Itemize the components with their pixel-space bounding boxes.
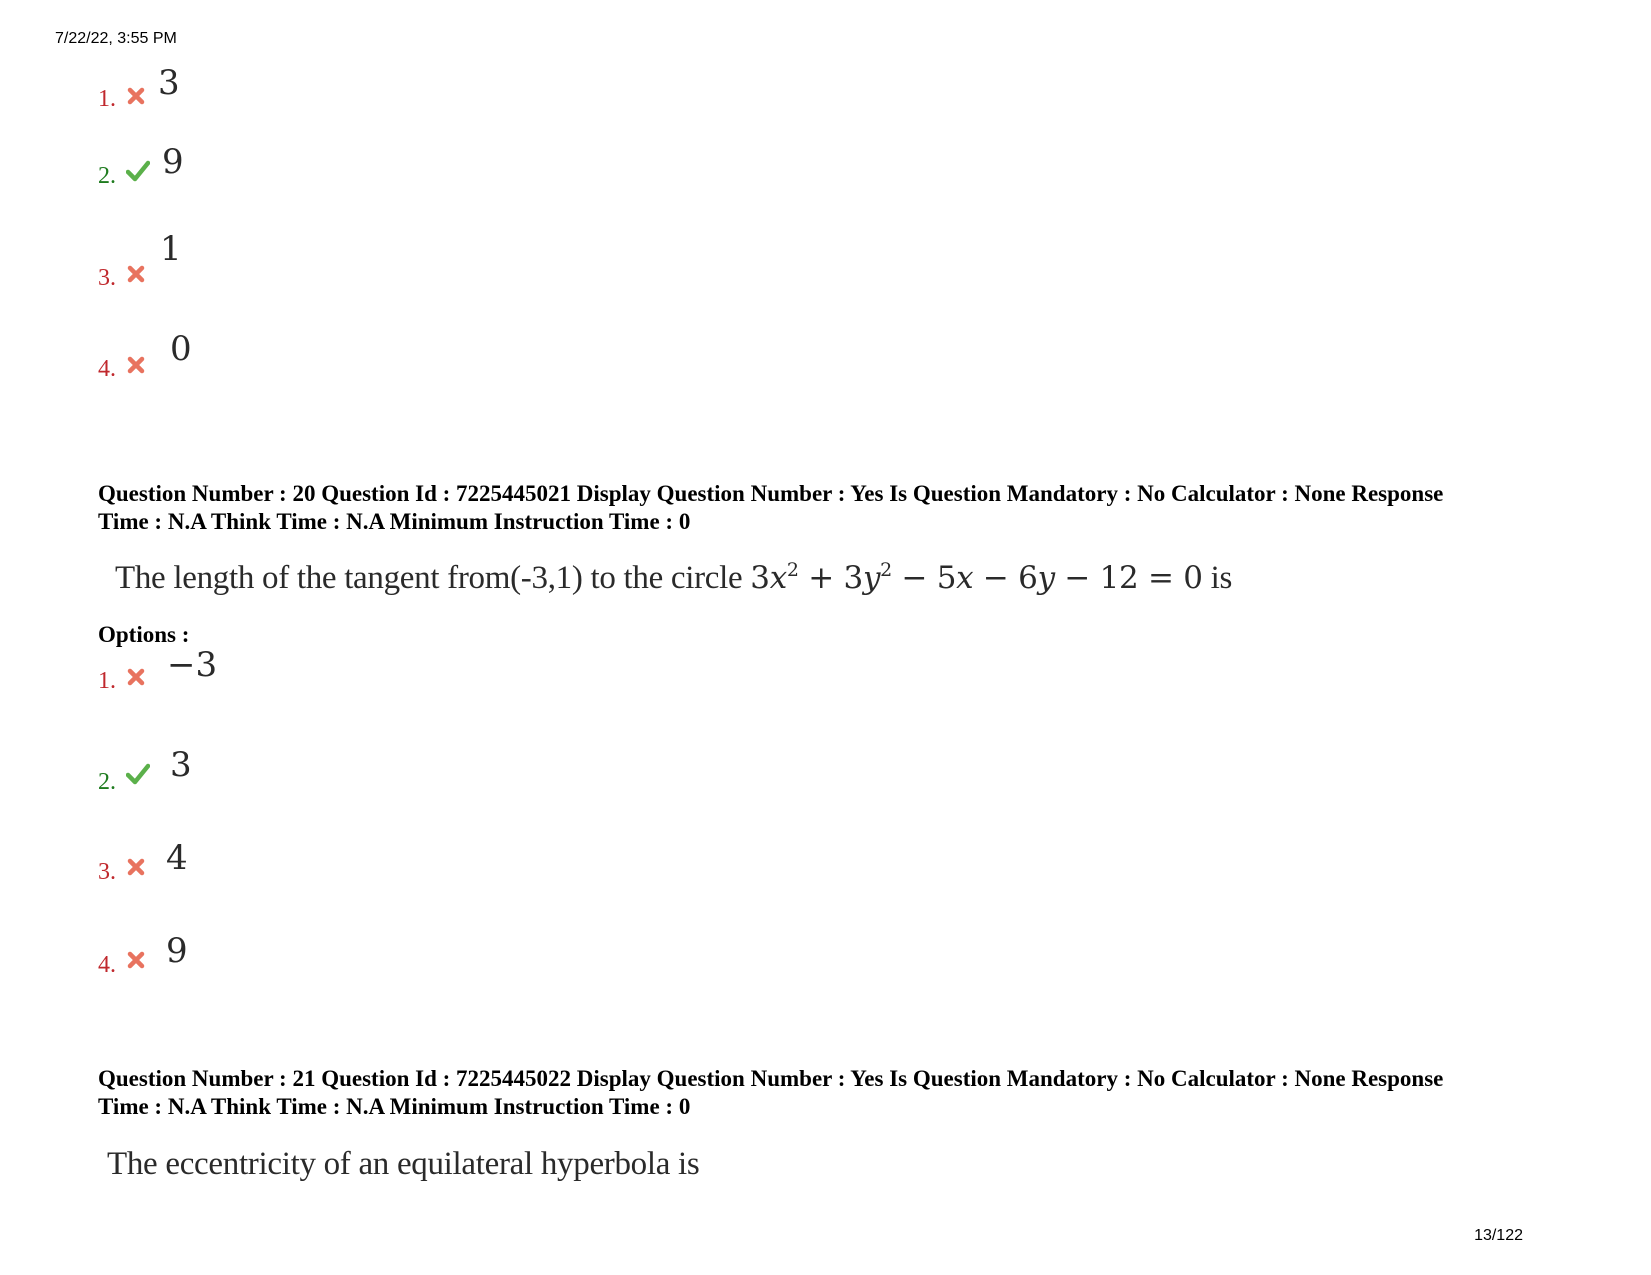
question-text-prefix: The length of the tangent from(-3,1) to the circle [115, 560, 743, 596]
cross-icon [126, 355, 146, 375]
option-value: 3 [158, 63, 180, 103]
cross-icon [126, 667, 146, 687]
print-datetime: 7/22/22, 3:55 PM [55, 30, 177, 47]
question-meta-line1: Question Number : 21 Question Id : 7225445022 Display Question Number : Yes Is Question Mandatory : No Calculator : None Response [98, 1066, 1444, 1091]
option-value: 1 [160, 229, 182, 269]
cross-icon [126, 950, 146, 970]
check-icon [126, 160, 150, 182]
option-value: 9 [162, 142, 184, 182]
option-value: 3 [170, 745, 192, 785]
option-value: −3 [167, 645, 218, 685]
question-meta [98, 1065, 1578, 1121]
option-number: 1. [98, 86, 116, 112]
question-meta-line2: Time : N.A Think Time : N.A Minimum Instruction Time : 0 [98, 509, 691, 534]
question-text: The eccentricity of an equilateral hyperbola is [107, 1146, 700, 1182]
check-icon [126, 763, 150, 785]
option-value: 0 [170, 329, 192, 369]
option-number: 1. [98, 668, 116, 694]
option-number: 4. [98, 356, 116, 382]
question-text [115, 559, 1233, 596]
question-equation: $3x^2 + 3y^2 - 5x - 6y - 12 = 0$ [750, 559, 1203, 596]
question-meta [98, 480, 1578, 536]
option-number: 3. [98, 265, 116, 291]
options-label: Options : [98, 622, 190, 647]
question-meta-line1: Question Number : 20 Question Id : 7225445021 Display Question Number : Yes Is Question Mandatory : No Calculator : None Response [98, 481, 1444, 506]
cross-icon [126, 264, 146, 284]
option-number: 2. [98, 163, 116, 189]
option-number: 2. [98, 769, 116, 795]
option-number: 3. [98, 859, 116, 885]
option-number: 4. [98, 952, 116, 978]
page-number: 13/122 [1474, 1227, 1523, 1244]
question-text-suffix: is [1210, 560, 1233, 596]
option-value: 4 [166, 838, 188, 878]
question-meta-line2: Time : N.A Think Time : N.A Minimum Instruction Time : 0 [98, 1094, 691, 1119]
cross-icon [126, 857, 146, 877]
option-value: 9 [166, 931, 188, 971]
cross-icon [126, 86, 146, 106]
